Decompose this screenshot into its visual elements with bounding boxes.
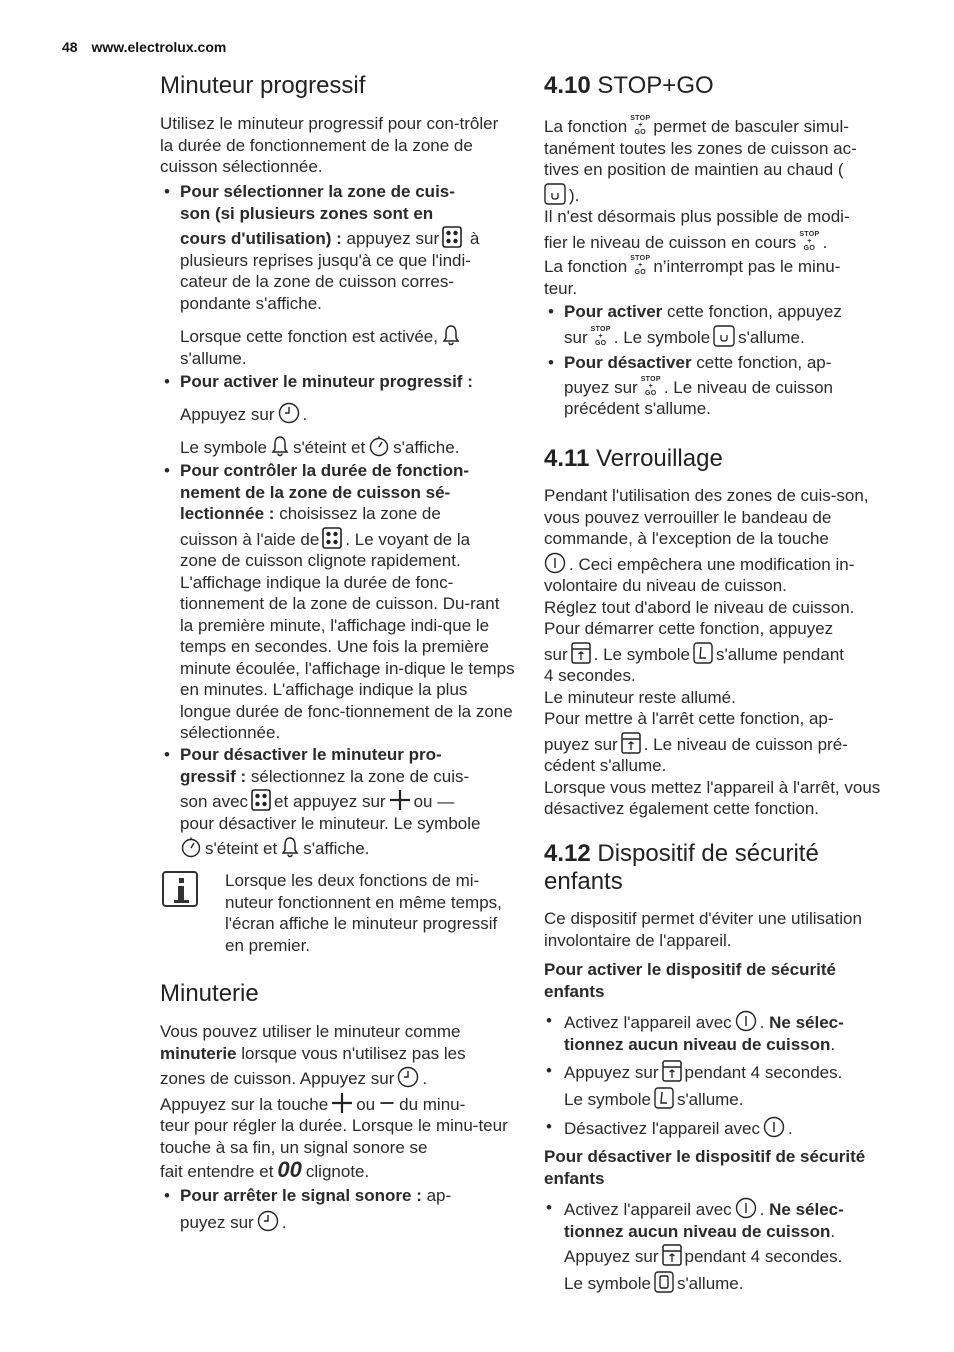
page-number: 48 <box>62 39 78 55</box>
clock-icon <box>397 1066 419 1088</box>
section-title-4-10: 4.10 STOP+GO <box>544 72 714 99</box>
power-icon <box>735 1010 757 1032</box>
keep-warm-icon <box>713 325 735 347</box>
section-title-4-12: 4.12 Dispositif de sécurité enfants <box>544 840 819 895</box>
stopgo-icon: STOP + GO <box>799 230 820 252</box>
zero-symbol-icon <box>654 1271 674 1293</box>
stopgo-text: La fonction STOP + GO permet de basculer simul- tanément toutes les zones de cuisson ac- tives en position de maintien au chaud ( ). Il n'est désormais plus possible de modi- fier le niveau de cuisson en cours STOP + GO . La fonction STOP + GO n’interrompt pas le minu- teur. <box>544 115 857 298</box>
keep-warm-icon <box>544 183 566 205</box>
section-title-progressive-timer: Minuteur progressif <box>160 72 366 99</box>
plus-icon <box>331 1092 353 1114</box>
list-item: • Pour activer le minuteur progressif : Appuyez sur . Le symbole s'éteint et s'affiche. <box>164 372 473 457</box>
lock-icon <box>571 642 591 664</box>
stopgo-icon: STOP + GO <box>640 375 661 397</box>
double-zero-display: 00 <box>277 1157 302 1182</box>
list-item: • Pour arrêter le signal sonore : ap- puyez sur . <box>164 1186 452 1232</box>
bell-icon <box>270 435 290 457</box>
lock-symbol-icon <box>693 642 713 664</box>
child-lock-intro: Ce dispositif permet d'éviter une utilisation involontaire de l'appareil. <box>544 909 862 950</box>
progressive-timer-intro: Utilisez le minuteur progressif pour con-trôler la durée de fonctionnement de la zone de cuisson sélectionnée. <box>160 114 499 176</box>
power-icon <box>763 1116 785 1138</box>
zone-select-icon <box>251 789 271 811</box>
section-title-minuterie: Minuterie <box>160 980 259 1007</box>
zone-select-icon <box>322 527 342 549</box>
zone-select-icon <box>442 226 462 248</box>
list-item: • Pour sélectionner la zone de cuis- son (si plusieurs zones sont en cours d'utilisation) : appuyez sur à plusieurs reprises jusqu'à ce que l'indi-cateur de la zone de cuisson corres-pondante s'affiche. Lorsque cette fonction est activée, s'allume. <box>164 182 480 368</box>
subheading-activate: Pour activer le dispositif de sécurité enfants <box>544 960 836 1001</box>
minus-icon <box>378 1092 396 1114</box>
stopgo-icon: STOP + GO <box>630 115 651 136</box>
subheading-deactivate: Pour désactiver le dispositif de sécurité enfants <box>544 1147 866 1188</box>
power-icon <box>735 1197 757 1219</box>
lock-icon <box>662 1244 682 1266</box>
lock-icon <box>621 732 641 754</box>
lock-text: Pendant l'utilisation des zones de cuis-son, vous pouvez verrouiller le bandeau de commande, à l'exception de la touche . Ceci empêchera une modification in- volontaire du niveau de cuisson. Réglez tout d'abord le niveau de cuisson. Pour démarrer cette fonction, appuyez sur . Le symbole s'allume pendant 4 secondes. Le minuteur reste allumé. Pour mettre à l'arrêt cette fonction, ap- puyez sur . Le niveau de cuisson pré- cédent s'allume. Lorsque vous mettez l'appareil à l'arrêt, vous désactivez également cette fonction. <box>544 486 881 818</box>
timer-icon <box>180 836 202 858</box>
lock-symbol-icon <box>654 1087 674 1109</box>
timer-icon <box>368 435 390 457</box>
list-item: • Pour contrôler la durée de fonction- nement de la zone de cuisson sé- lectionnée : choisissez la zone de cuisson à l'aide de . Le voyant de la zone de cuisson clignote rapidement. L'affichage indique la durée de fonc-tionnement de la zone de cuisson. Du-rant la première minute, l'affichage indi-que le temps en secondes. Une fois la première minute écoulée, l'affichage in-dique le temps en minutes. L'affichage indique la plus longue durée de fonc-tionnement de la zone sélectionnée. <box>164 461 515 742</box>
section-title-4-11: 4.11 Verrouillage <box>544 445 723 472</box>
list-item: • Pour activer cette fonction, appuyez sur STOP + GO . Le symbole s'allume. <box>548 302 842 347</box>
bell-icon <box>441 324 461 346</box>
list-item: • Pour désactiver cette fonction, ap- puyez sur STOP + GO . Le niveau de cuisson précédent s'allume. <box>548 353 834 418</box>
page-header <box>62 39 226 55</box>
lock-icon <box>662 1060 682 1082</box>
stopgo-icon: STOP + GO <box>630 255 651 276</box>
list-item: • Désactivez l'appareil avec . <box>546 1117 793 1138</box>
minuterie-text: Vous pouvez utiliser le minuteur comme minuterie lorsque vous n'utilisez pas les zones de cuisson. Appuyez sur . Appuyez sur la touche ou du minu- teur pour régler la durée. Lorsque le minu-teur touche à sa fin, un signal sonore se fait entendre et 00 clignote. <box>160 1022 508 1182</box>
bell-icon <box>280 836 300 858</box>
list-item: • Activez l'appareil avec . Ne sélec- tionnez aucun niveau de cuisson. Appuyez sur pendant 4 secondes. Le symbole s'allume. <box>546 1198 844 1293</box>
power-icon <box>544 552 566 574</box>
note-text: Lorsque les deux fonctions de mi-nuteur fonctionnent en même temps, l'écran affiche le minuteur progressif en premier. <box>225 871 502 955</box>
list-item: • Appuyez sur pendant 4 secondes. Le symbole s'allume. <box>546 1061 843 1109</box>
plus-icon <box>389 789 411 811</box>
info-icon <box>162 871 198 907</box>
list-item: • Activez l'appareil avec . Ne sélec- tionnez aucun niveau de cuisson. <box>546 1011 844 1054</box>
clock-icon <box>257 1210 279 1232</box>
stopgo-icon: STOP + GO <box>590 325 611 347</box>
clock-icon <box>278 402 300 424</box>
list-item: • Pour désactiver le minuteur pro- gressif : sélectionnez la zone de cuis- son avec et appuyez sur ou — pour désactiver le minuteur. Le symbole s'éteint et s'affiche. <box>164 745 481 858</box>
site-url: www.electrolux.com <box>91 39 227 55</box>
